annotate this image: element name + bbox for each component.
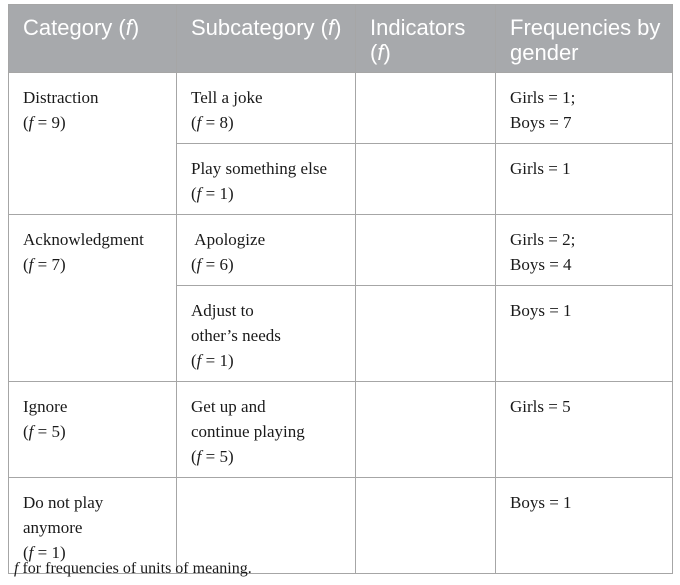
header-subcategory: Subcategory (f) xyxy=(177,5,356,73)
frequency-symbol: f xyxy=(196,184,202,203)
gender-cell: Girls = 1; Boys = 7 xyxy=(496,73,673,144)
header-category: Category (f) xyxy=(9,5,177,73)
header-row xyxy=(9,5,673,73)
frequency-symbol: f xyxy=(196,113,202,132)
frequency-symbol: f xyxy=(196,255,202,274)
category-cell: Ignore (f = 5) xyxy=(9,382,177,478)
category-cell: Do not play anymore (f = 1) xyxy=(9,478,177,574)
frequency-symbol: f xyxy=(28,543,34,562)
header-frequencies: Frequencies by gender xyxy=(496,5,673,73)
header-indicators: Indicators (f) xyxy=(356,5,496,73)
gender-cell: Boys = 1 xyxy=(496,478,673,574)
subcategory-cell: Adjust to other’s needs (f = 1) xyxy=(177,286,356,382)
subcategory-cell: Tell a joke (f = 8) xyxy=(177,73,356,144)
subcategory-cell: Get up and continue playing (f = 5) xyxy=(177,382,356,478)
frequency-symbol: f xyxy=(196,351,202,370)
gender-cell: Girls = 5 xyxy=(496,382,673,478)
table-row xyxy=(9,215,673,286)
table-row xyxy=(9,382,673,478)
frequency-symbol: f xyxy=(28,255,34,274)
indicators-cell xyxy=(356,144,496,215)
table-footnote: f for frequencies of units of meaning. xyxy=(14,560,252,577)
gender-cell: Girls = 1 xyxy=(496,144,673,215)
table-row xyxy=(9,73,673,144)
frequency-table xyxy=(8,4,673,574)
indicators-cell xyxy=(356,286,496,382)
subcategory-cell: Apologize (f = 6) xyxy=(177,215,356,286)
category-cell: Distraction (f = 9) xyxy=(9,73,177,215)
frequency-symbol: f xyxy=(28,422,34,441)
frequency-symbol: f xyxy=(196,447,202,466)
indicators-cell xyxy=(356,382,496,478)
subcategory-cell: Play something else (f = 1) xyxy=(177,144,356,215)
gender-cell: Girls = 2; Boys = 4 xyxy=(496,215,673,286)
indicators-cell xyxy=(356,73,496,144)
category-cell: Acknowledgment (f = 7) xyxy=(9,215,177,382)
indicators-cell xyxy=(356,215,496,286)
frequency-symbol: f xyxy=(28,113,34,132)
gender-cell: Boys = 1 xyxy=(496,286,673,382)
indicators-cell xyxy=(356,478,496,574)
